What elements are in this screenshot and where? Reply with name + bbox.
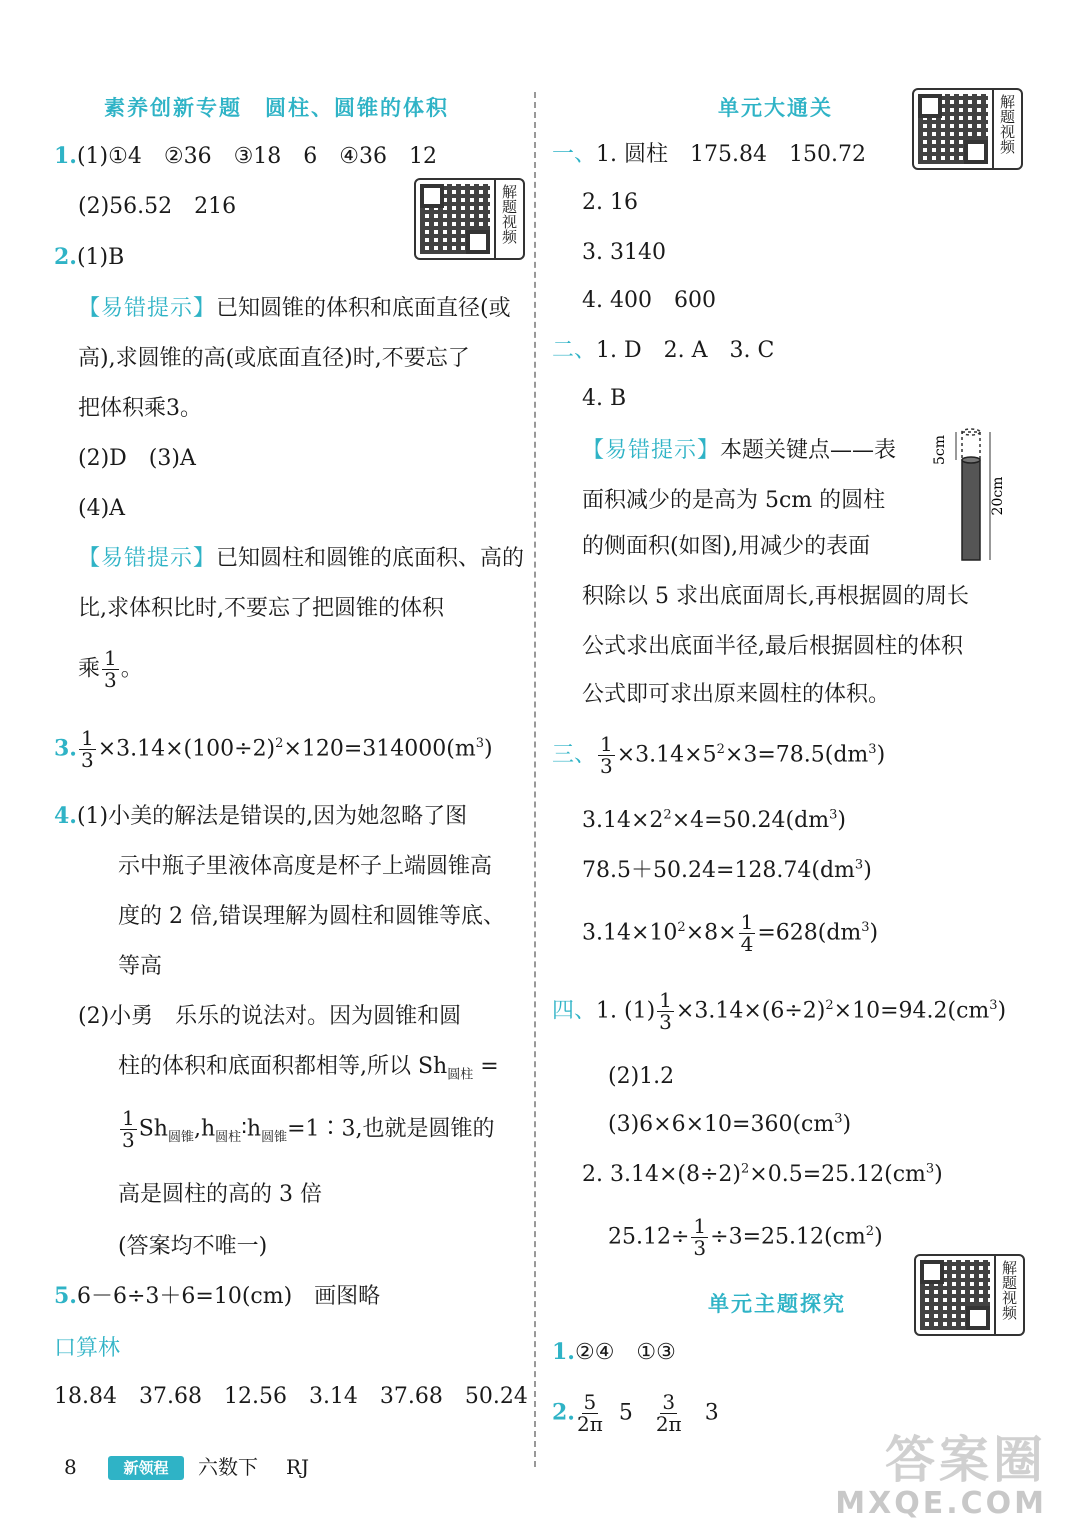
answer-4-line-8: 高是圆柱的高的 3 倍 (118, 1182, 322, 1207)
answer-4-line-6: 柱的体积和底面积都相等,所以 $Sh_{圆柱}$ = (118, 1054, 499, 1083)
part-4-line-2: (2)1.2 (608, 1064, 675, 1089)
part-4-line-3: $(3)6\times 6\times 10=360(cm^3)$ (608, 1111, 852, 1137)
part-3-line-1: 三、 $\frac{1}{3}$ $\times 3.14\times 5^2\times 3=78.5(dm^3)$ (552, 732, 886, 778)
qr-code-right-bottom[interactable] (914, 1254, 1025, 1336)
fraction: $\frac{1}{3}$ (104, 646, 117, 692)
page-number: 8 (64, 1455, 77, 1479)
part-3-line-4: $3.14\times 10^2\times 8\times$ $\frac{1}{4}$ $=628(dm^3)$ (582, 910, 879, 956)
answer-4-line-2: 示中瓶子里液体高度是杯子上端圆锥高 (118, 854, 493, 879)
qr-label: 解题视频 (992, 90, 1021, 168)
fraction: $\frac{3}{2\pi}$ (655, 1390, 682, 1436)
qr-code-icon (918, 94, 988, 164)
part-4-line-1: 四、1. (1) $\frac{1}{3}$ $\times 3.14\times(6\div 2)^2\times 10=94.2(cm^3)$ (552, 988, 1007, 1034)
explore-answer-1: 1.②④ ①③ (552, 1339, 676, 1365)
part-1-answer-3: 3. 3140 (582, 240, 666, 265)
cylinder-top (962, 457, 980, 463)
answer-4-line-5: (2)小勇 乐乐的说法对。因为圆锥和圆 (78, 1004, 462, 1029)
answer-1-line-2: (2)56.52 216 (78, 194, 237, 219)
watermark-logo: 答案圈 (885, 1431, 1047, 1489)
tip-3-line-5: 公式求出底面半径,最后根据圆柱的体积 (582, 634, 963, 659)
part-1-answer-2: 2. 16 (582, 190, 638, 215)
brand-badge: 新领程 (108, 1456, 184, 1480)
watermark-url: MXQE.COM (835, 1486, 1047, 1521)
tip-2-line-2: 比,求体积比时,不要忘了把圆锥的体积 (78, 596, 444, 621)
answer-2-line-3: (4)A (78, 496, 126, 521)
answer-4-line-7: $\frac{1}{3}$ $Sh_{圆锥},h_{圆柱}∶h_{圆锥}=1∶3$,也就是圆锥的 (122, 1106, 495, 1152)
tip-3-line-1: 【易错提示】本题关键点——表 (582, 438, 897, 463)
qr-code-icon (920, 1260, 990, 1330)
section-title-explore: 单元主题探究 (708, 1291, 846, 1316)
fraction: $\frac{5}{2\pi}$ (576, 1390, 603, 1436)
fraction: $\frac{1}{3}$ (693, 1214, 707, 1260)
qr-label: 解题视频 (994, 1256, 1023, 1334)
tip-3-line-4: 积除以 5 求出底面周长,再根据圆的周长 (582, 584, 969, 609)
fraction: $\frac{1}{3}$ (80, 726, 94, 772)
answer-5: 5.6－6÷3＋6=10(cm) 画图略 (54, 1283, 381, 1309)
answer-3: 3. $\frac{1}{3}$ $\times 3.14\times(100\div 2)^2\times 120=314000(m^3)$ (54, 726, 493, 772)
mental-math-heading: 口算林 (54, 1336, 121, 1361)
qr-code-left[interactable] (414, 178, 525, 260)
column-divider (534, 92, 536, 1467)
answer-1-line-1: 1.(1)①4 ②36 ③18 6 ④36 12 (54, 143, 437, 169)
tip-2-line-1: 【易错提示】已知圆柱和圆锥的底面积、高的 (78, 546, 525, 571)
qr-label: 解题视频 (494, 180, 523, 258)
label-5cm: 5cm (932, 434, 948, 466)
answer-4-line-1: 4.(1)小美的解法是错误的,因为她忽略了图 (54, 803, 468, 829)
label-20cm: 20cm (990, 476, 1006, 516)
part-3-line-3: $78.5+50.24=128.74(dm^3)$ (582, 857, 872, 883)
tip-3-line-3: 的侧面积(如图),用减少的表面 (582, 534, 871, 559)
fraction: $\frac{1}{3}$ (659, 988, 672, 1034)
explore-answer-2: 2. $\frac{5}{2\pi}$ 5 $\frac{3}{2\pi}$ 3 (552, 1390, 719, 1436)
part-1-answer-1: 一、1. 圆柱 175.84 150.72 (552, 142, 866, 167)
tip-1-line-1: 【易错提示】已知圆锥的体积和底面直径(或 (78, 296, 511, 321)
mental-math-values: 18.84 37.68 12.56 3.14 37.68 50.24 (54, 1384, 528, 1409)
cylinder-figure (926, 424, 1006, 564)
section-title-right: 单元大通关 (718, 95, 833, 120)
fraction: $\frac{1}{3}$ (600, 732, 613, 778)
part-4-line-5: 25.12÷ $\frac{1}{3}$ $\div 3=25.12(cm^2)$ (608, 1214, 883, 1260)
edition: RJ (286, 1455, 310, 1479)
tip-3-line-6: 公式即可求出原来圆柱的体积。 (582, 682, 891, 707)
answer-4-line-4: 等高 (118, 954, 163, 979)
tip-1-line-2: 高),求圆锥的高(或底面直径)时,不要忘了 (78, 346, 470, 371)
cylinder-body (962, 460, 980, 560)
tip-2-line-3: 乘 $\frac{1}{3}$ 。 (78, 646, 143, 692)
answer-2-line-1: 2.(1)B (54, 244, 125, 270)
tip-3-line-2: 面积减少的是高为 5cm 的圆柱 (582, 488, 886, 513)
fraction: $\frac{1}{3}$ (122, 1106, 135, 1152)
part-1-answer-4: 4. 400 600 (582, 288, 716, 313)
section-title-left: 素养创新专题 圆柱、圆锥的体积 (104, 95, 449, 120)
qr-code-icon (420, 184, 490, 254)
part-2-answer-4: 4. B (582, 386, 627, 411)
book-name: 六数下 (198, 1455, 258, 1479)
answer-2-line-2: (2)D (3)A (78, 446, 196, 471)
removed-part (962, 432, 980, 460)
part-2-answer-1: 二、1. D 2. A 3. C (552, 338, 775, 363)
part-4-line-4: 2. $3.14\times(8\div 2)^2\times 0.5=25.12(cm^3)$ (582, 1161, 943, 1187)
answer-4-line-3: 度的 2 倍,错误理解为圆柱和圆锥等底、 (118, 904, 505, 929)
part-3-line-2: $3.14\times 2^2\times 4=50.24(dm^3)$ (582, 807, 846, 833)
fraction: $\frac{1}{4}$ (740, 910, 754, 956)
tip-1-line-3: 把体积乘3。 (78, 396, 202, 421)
answer-4-line-9: (答案均不唯一) (118, 1234, 268, 1259)
qr-code-right-top[interactable] (912, 88, 1023, 170)
